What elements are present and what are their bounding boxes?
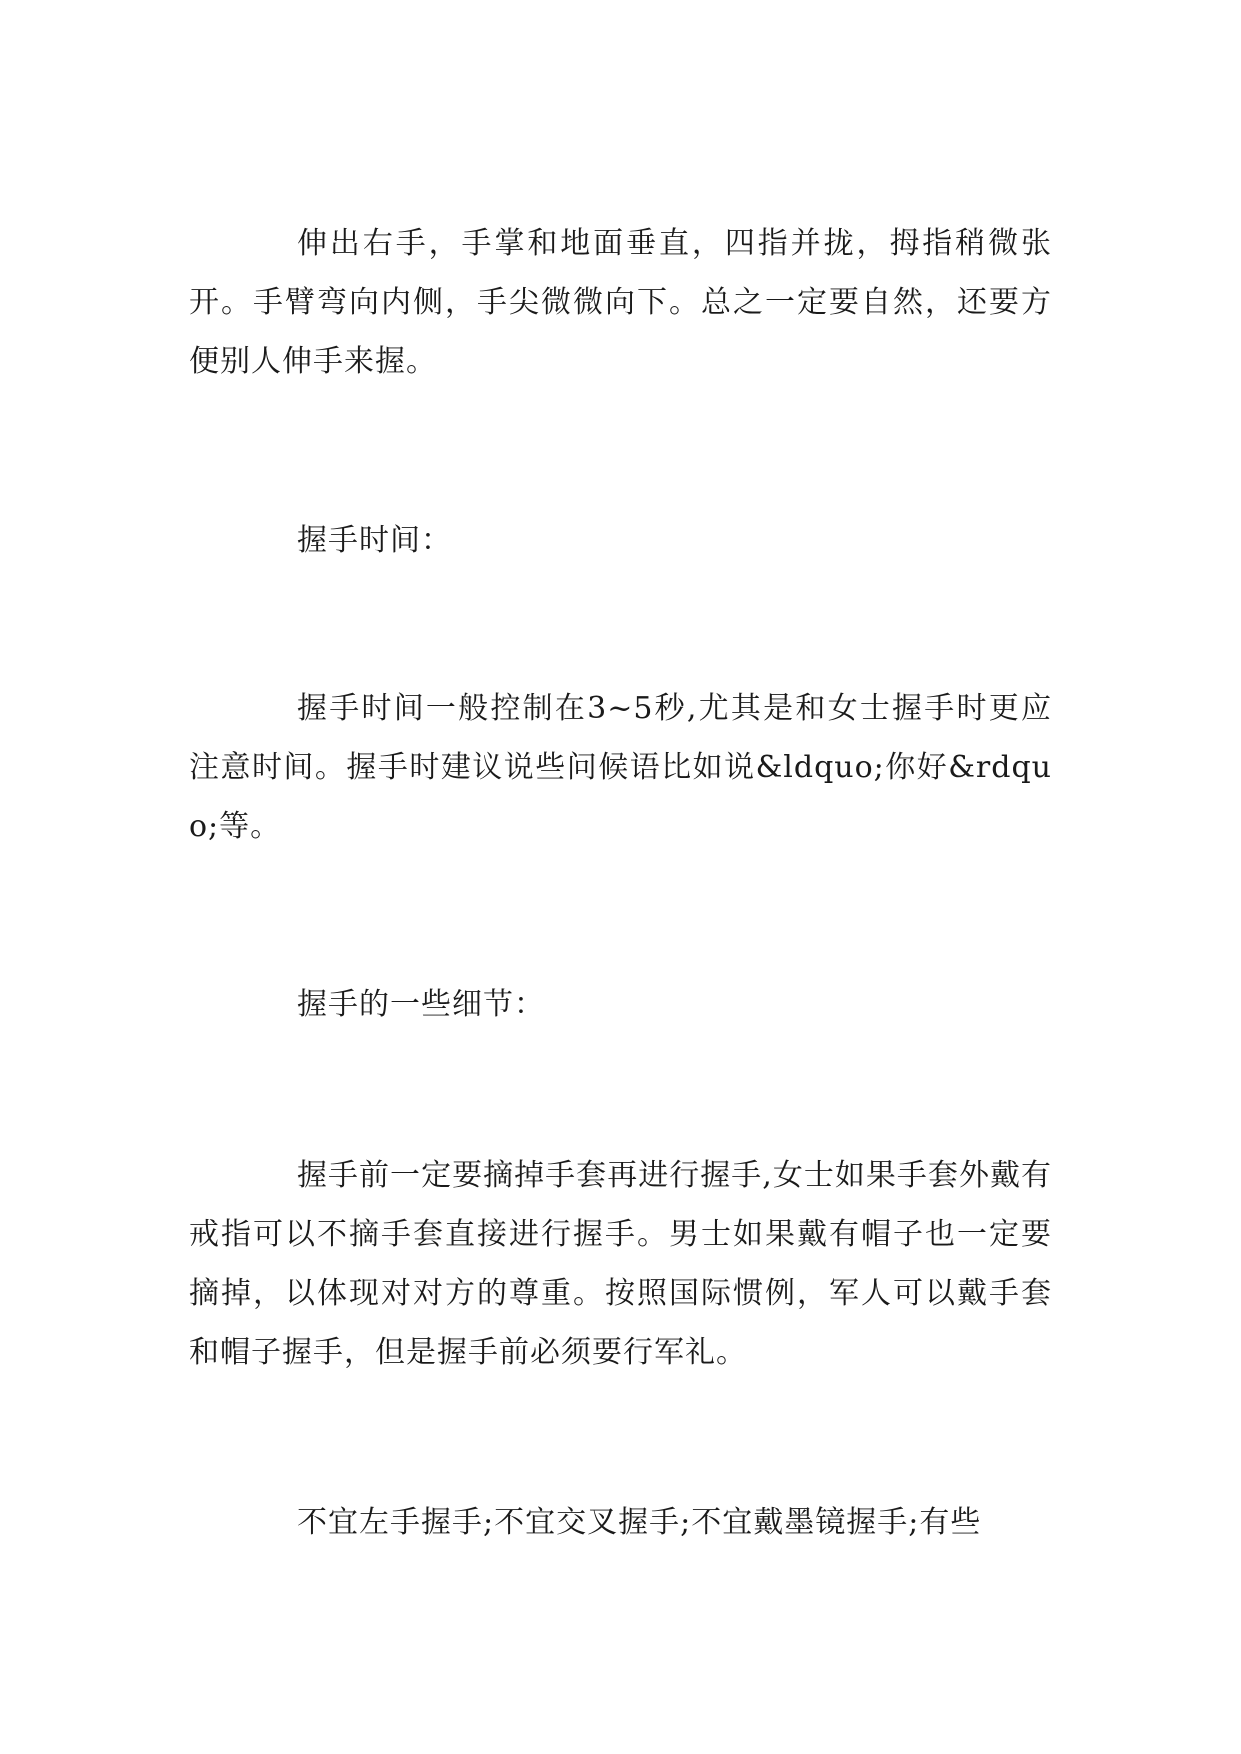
heading-handshake-details: 握手的一些细节： — [297, 987, 545, 1022]
paragraph-handshake-duration: 握手时间一般控制在3~5秒,尤其是和女士握手时更应注意时间。握手时建议说些问候语比如说&ldquo;你好&rdquo;等。 — [189, 691, 1052, 844]
heading-handshake-duration: 握手时间： — [297, 523, 452, 558]
paragraph-handshake-donts: 不宜左手握手;不宜交叉握手;不宜戴墨镜握手;有些 — [297, 1505, 982, 1540]
paragraph-gloves-and-hats: 握手前一定要摘掉手套再进行握手,女士如果手套外戴有戒指可以不摘手套直接进行握手。男士如果戴有帽子也一定要摘掉，以体现对对方的尊重。按照国际惯例，军人可以戴手套和帽子握手，但是握手前必须要行军礼。 — [189, 1158, 1052, 1370]
paragraph-handshake-posture: 伸出右手，手掌和地面垂直，四指并拢，拇指稍微张开。手臂弯向内侧，手尖微微向下。总之一定要自然，还要方便别人伸手来握。 — [189, 226, 1052, 379]
